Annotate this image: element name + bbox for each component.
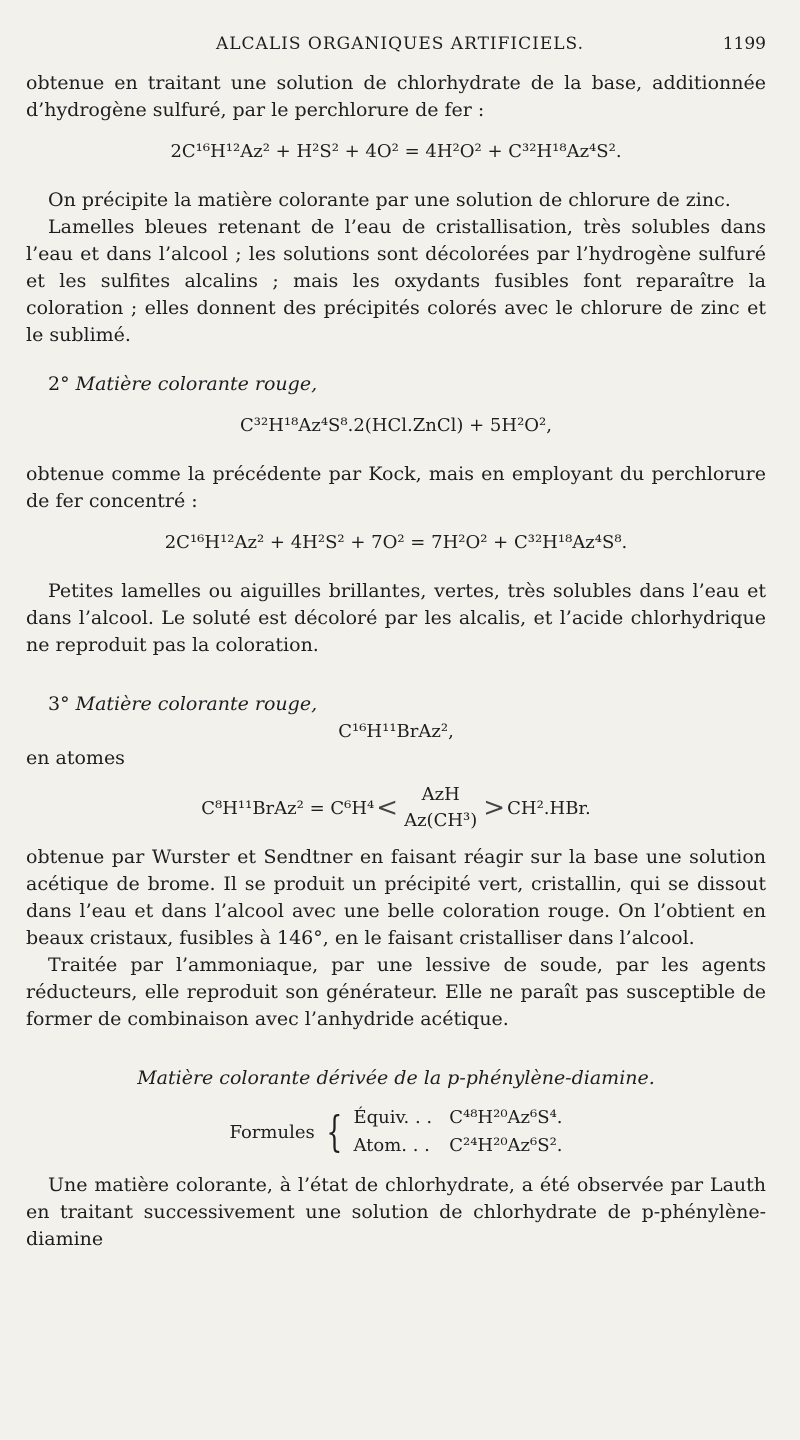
page-body	[26, 70, 766, 1253]
formulas-block	[26, 1104, 766, 1160]
equation: 2C¹⁶H¹²Az² + 4H²S² + 7O² = 7H²O² + C³²H¹⁸Az⁴S⁸.	[164, 532, 628, 553]
paragraph: obtenue comme la précédente par Kock, mais en employant du perchlorure de fer concentré :	[26, 463, 766, 512]
running-title: ALCALIS ORGANIQUES ARTIFICIELS.	[215, 34, 585, 54]
formula-value: C²⁴H²⁰Az⁶S².	[449, 1135, 563, 1156]
struct-branches	[404, 782, 477, 834]
formulas-rows	[353, 1104, 562, 1160]
running-header	[0, 30, 800, 60]
formula-row	[353, 1104, 562, 1132]
brace-icon: {	[326, 1107, 343, 1156]
equation: 2C¹⁶H¹²Az² + H²S² + 4O² = 4H²O² + C³²H¹⁸Az⁴S².	[170, 141, 622, 162]
page-number: 1199	[722, 34, 766, 54]
structural-formula	[26, 782, 766, 834]
paragraph: obtenue par Wurster et Sendtner en faisant réagir sur la base une solution acétique de brome. Il se produit un précipité vert, cristallin, qui se dissout dans l’eau et dans l’alcool avec une belle coloration rouge. On l’obtient en beaux cristaux, fusibles à 146°, en le faisant cristalliser dans l’alcool.	[26, 846, 766, 949]
formulas-label: Formules	[229, 1121, 315, 1143]
label-text: en atomes	[26, 747, 125, 769]
open-angle-icon: <	[376, 793, 399, 823]
equation: C³²H¹⁸Az⁴S⁸.2(HCl.ZnCl) + 5H²O²,	[240, 415, 552, 436]
subsection-heading	[26, 691, 766, 718]
subsection-number: 2°	[48, 373, 70, 395]
subsection-title: Matière colorante rouge,	[75, 373, 318, 395]
paragraph: On précipite la matière colorante par une solution de chlorure de zinc.	[48, 189, 731, 211]
subsection-title: Matière colorante rouge,	[75, 693, 318, 715]
paragraph: Petites lamelles ou aiguilles brillantes, vertes, très solubles dans l’eau et dans l’alcool. Le soluté est décoloré par les alcalis, et l’acide chlorhydrique ne reproduit pas la coloration.	[26, 580, 766, 656]
subsection-number: 3°	[48, 693, 70, 715]
paragraph: obtenue en traitant une solution de chlorhydrate de la base, additionnée d’hydrogène sulfuré, par le perchlorure de fer :	[26, 72, 766, 121]
struct-right: CH².HBr.	[507, 797, 591, 819]
section-title: Matière colorante dérivée de la p-phénylène-diamine.	[137, 1067, 655, 1089]
formula-label: Équiv. . .	[353, 1107, 433, 1128]
formula-label: Atom. . .	[353, 1135, 430, 1156]
formula-row	[353, 1132, 562, 1160]
struct-bottom: Az(CH³)	[404, 810, 478, 831]
close-angle-icon: >	[483, 793, 506, 823]
equation: C¹⁶H¹¹BrAz²,	[338, 721, 454, 742]
paragraph: Une matière colorante, à l’état de chlorhydrate, a été observée par Lauth en traitant successivement une solution de chlorhydrate de p-phénylène-diamine	[26, 1174, 766, 1250]
struct-top: AzH	[421, 784, 460, 805]
formula-value: C⁴⁸H²⁰Az⁶S⁴.	[449, 1107, 563, 1128]
paragraph: Traitée par l’ammoniaque, par une lessive de soude, par les agents réducteurs, elle reproduit son générateur. Elle ne paraît pas susceptible de former de combinaison avec l’anhydride acétique.	[26, 954, 766, 1030]
struct-left: C⁸H¹¹BrAz² = C⁶H⁴	[201, 797, 375, 819]
paragraph: Lamelles bleues retenant de l’eau de cristallisation, très solubles dans l’eau et dans l’alcool ; les solutions sont décolorées par l’hydrogène sulfuré et les sulfites alcalins ; mais les oxydants fusibles font reparaître la coloration ; elles donnent des précipités colorés avec le chlorure de zinc et le sublimé.	[26, 216, 766, 346]
subsection-heading	[26, 371, 766, 398]
